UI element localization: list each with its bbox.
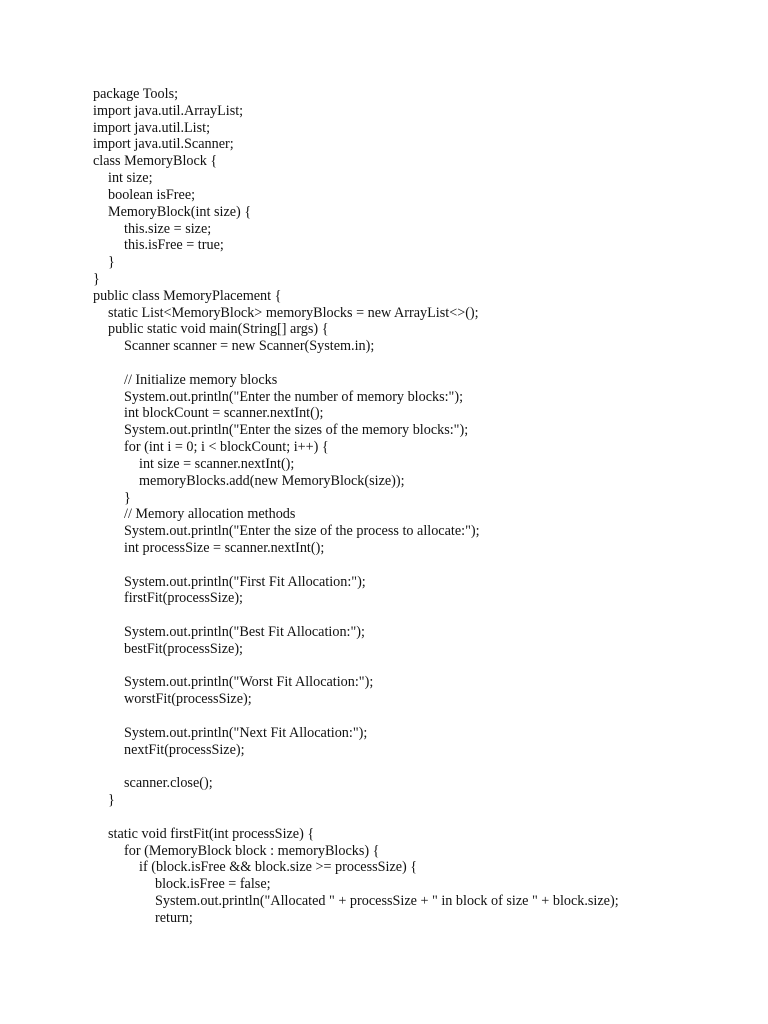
blank-line: [93, 607, 619, 624]
blank-line: [93, 708, 619, 725]
code-line: for (int i = 0; i < blockCount; i++) {: [124, 439, 329, 456]
code-line: import java.util.ArrayList;: [93, 102, 244, 119]
code-line: System.out.println("Enter the sizes of the memory blocks:");: [124, 422, 469, 439]
code-line: System.out.println("Next Fit Allocation:");: [124, 724, 368, 741]
code-line: worstFit(processSize);: [124, 691, 252, 708]
blank-line: [93, 355, 619, 372]
code-line: }: [93, 270, 100, 287]
code-line: import java.util.List;: [93, 119, 211, 136]
code-line: // Initialize memory blocks: [124, 371, 278, 388]
code-line: System.out.println("Enter the number of memory blocks:");: [124, 388, 464, 405]
code-line: }: [108, 254, 115, 271]
code-line: System.out.println("Allocated " + processSize + " in block of size " + block.size);: [155, 893, 619, 909]
code-line: MemoryBlock(int size) {: [108, 203, 252, 220]
code-line: int processSize = scanner.nextInt();: [124, 539, 325, 556]
code-line: Scanner scanner = new Scanner(System.in);: [124, 338, 375, 355]
code-line: }: [108, 792, 115, 809]
code-line: public class MemoryPlacement {: [93, 287, 282, 304]
code-line: bestFit(processSize);: [124, 640, 243, 657]
code-line: package Tools;: [93, 86, 179, 102]
code-line: return;: [155, 909, 193, 926]
code-line: block.isFree = false;: [155, 876, 271, 893]
code-line: // Memory allocation methods: [124, 506, 296, 523]
code-line: memoryBlocks.add(new MemoryBlock(size));: [139, 472, 405, 489]
code-listing: [93, 86, 619, 927]
code-line: static List<MemoryBlock> memoryBlocks = new ArrayList<>();: [108, 304, 479, 321]
code-line: System.out.println("Best Fit Allocation:");: [124, 624, 365, 640]
code-line: int blockCount = scanner.nextInt();: [124, 405, 324, 422]
code-line: if (block.isFree && block.size >= processSize) {: [139, 859, 418, 876]
blank-line: [93, 809, 619, 826]
code-line: boolean isFree;: [108, 186, 196, 203]
code-line: class MemoryBlock {: [93, 153, 218, 170]
code-line: this.isFree = true;: [124, 237, 224, 254]
code-line: int size = scanner.nextInt();: [139, 455, 295, 472]
code-line: System.out.println("Enter the size of the process to allocate:");: [124, 523, 480, 540]
code-line: public static void main(String[] args) {: [108, 321, 329, 338]
code-line: this.size = size;: [124, 220, 212, 237]
code-line: static void firstFit(int processSize) {: [108, 825, 315, 842]
code-line: scanner.close();: [124, 775, 213, 792]
code-line: System.out.println("Worst Fit Allocation:");: [124, 674, 374, 691]
blank-line: [93, 658, 619, 675]
blank-line: [93, 557, 619, 574]
code-line: import java.util.Scanner;: [93, 136, 234, 153]
code-line: for (MemoryBlock block : memoryBlocks) {: [124, 842, 380, 859]
code-line: System.out.println("First Fit Allocation:");: [124, 573, 366, 590]
code-line: }: [124, 489, 131, 506]
blank-line: [93, 759, 619, 776]
code-line: firstFit(processSize);: [124, 590, 243, 607]
code-line: int size;: [108, 170, 153, 187]
code-line: nextFit(processSize);: [124, 741, 245, 758]
